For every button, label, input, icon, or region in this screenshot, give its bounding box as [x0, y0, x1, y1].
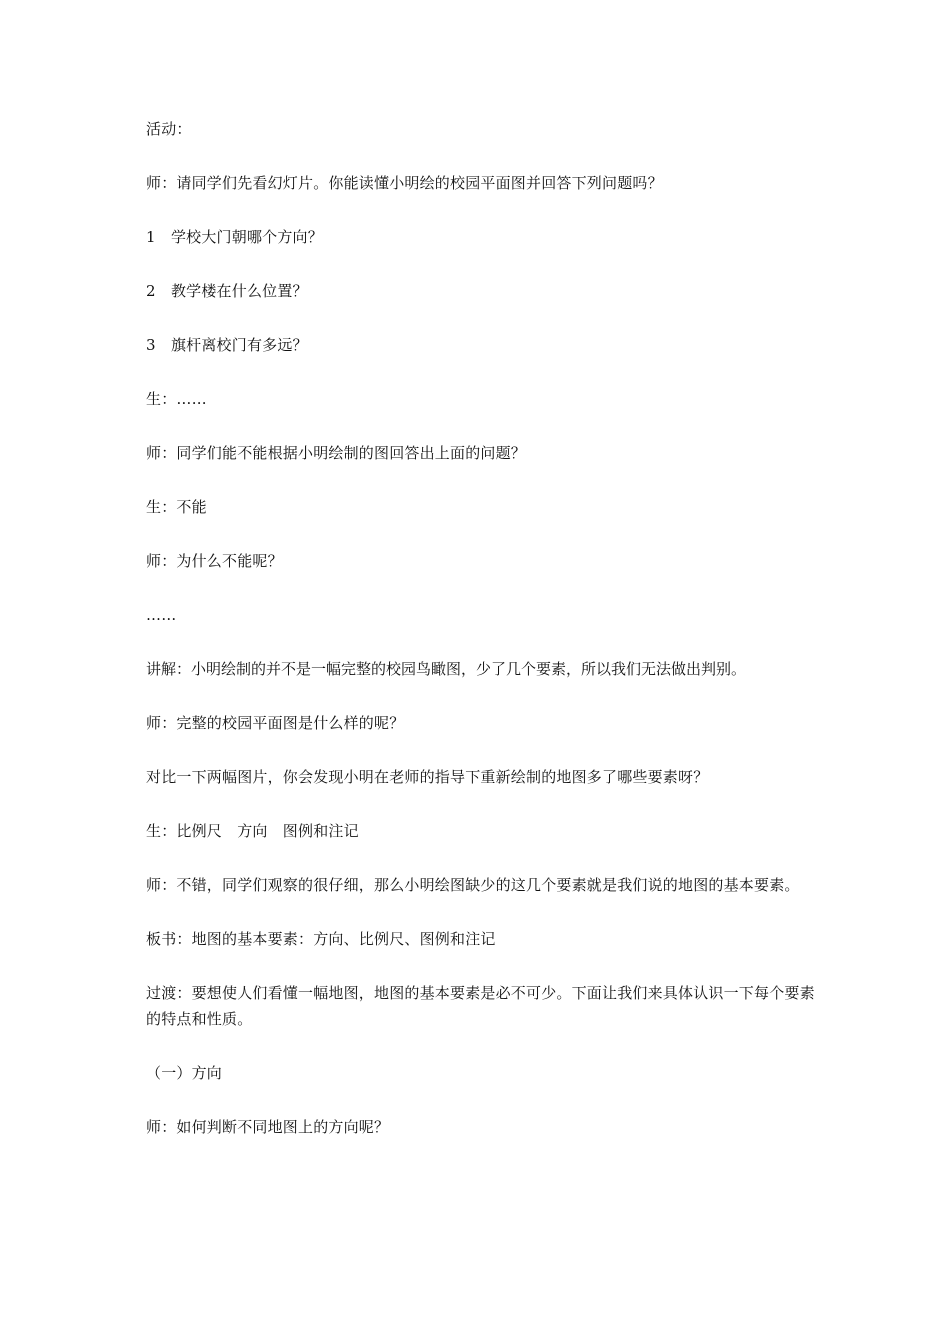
paragraph-teacher-4: 师：完整的校园平面图是什么样的呢？	[146, 714, 405, 732]
paragraph-transition: 过渡：要想使人们看懂一幅地图，地图的基本要素是必不可少。下面让我们来具体认识一下每个要素的特点和性质。	[146, 984, 815, 1028]
paragraph-student-2: 生：不能	[146, 498, 207, 516]
paragraph-student-1: 生：……	[146, 390, 207, 408]
paragraph-blackboard: 板书：地图的基本要素：方向、比例尺、图例和注记	[146, 930, 496, 948]
paragraph-compare: 对比一下两幅图片，你会发现小明在老师的指导下重新绘制的地图多了哪些要素呀？	[146, 768, 709, 786]
paragraph-student-3: 生：比例尺 方向 图例和注记	[146, 822, 359, 840]
paragraph-explanation: 讲解：小明绘制的并不是一幅完整的校园鸟瞰图，少了几个要素，所以我们无法做出判别。	[146, 660, 747, 678]
paragraph-teacher-5: 师：不错，同学们观察的很仔细，那么小明绘图缺少的这几个要素就是我们说的地图的基本要素。	[146, 876, 800, 894]
paragraph-activity: 活动：	[146, 120, 192, 138]
paragraph-teacher-3: 师：为什么不能呢？	[146, 552, 283, 570]
question-3: 3 旗杆离校门有多远？	[146, 336, 308, 354]
paragraph-ellipsis: ……	[146, 606, 177, 624]
document-body	[146, 116, 826, 1140]
paragraph-teacher-intro: 师：请同学们先看幻灯片。你能读懂小明绘的校园平面图并回答下列问题吗？	[146, 174, 663, 192]
paragraph-teacher-6: 师：如何判断不同地图上的方向呢？	[146, 1118, 390, 1136]
question-2: 2 教学楼在什么位置？	[146, 282, 308, 300]
paragraph-teacher-2: 师：同学们能不能根据小明绘制的图回答出上面的问题？	[146, 444, 527, 462]
section-heading-direction: （一）方向	[146, 1064, 223, 1082]
question-1: 1 学校大门朝哪个方向？	[146, 228, 323, 246]
